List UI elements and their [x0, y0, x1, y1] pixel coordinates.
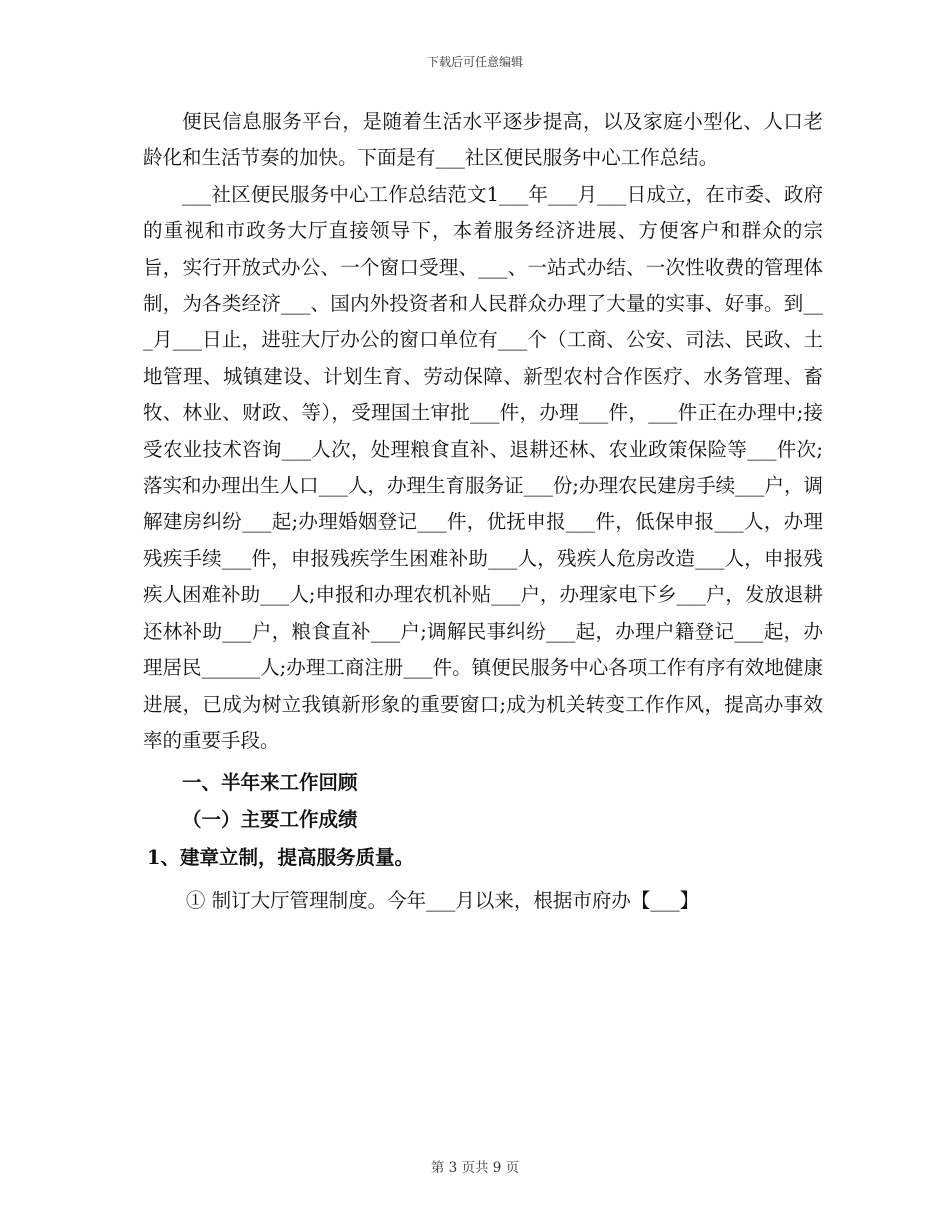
document-body	[143, 104, 823, 919]
item-heading: 1、建章立制，提高服务质量。	[146, 846, 414, 870]
item-paragraph: ① 制订大厅管理制度。今年___月以来，根据市府办【___】	[185, 888, 700, 912]
page-number: 第 3 页共 9 页	[430, 1160, 520, 1176]
page-header-note: 下载后可任意编辑	[426, 55, 523, 69]
summary-paragraph: ___社区便民服务中心工作总结范文1___年___月___日成立，在市委、政府的重视和市政务大厅直接领导下，本着服务经济进展、方便客户和群众的宗旨，实行开放式办公、一个窗口受理、___、一站式办结、一次性收费的管理体制，为各类经济___、国内外投资者和人民群众办理了大量的实事、好事。到___月___日止，进驻大厅办公的窗口单位有___个（工商、公安、司法、民政、土地管理、城镇建设、计划生育、劳动保障、新型农村合作医疗、水务管理、畜牧、林业、财政、等），受理国土审批___件，办理___件，___件正在办理中;接受农业技术咨询___人次，处理粮食直补、退耕还林、农业政策保险等___件次;落实和办理出生人口___人，办理生育服务证___份;办理农民建房手续___户，调解建房纠纷___起;办理婚姻登记___件，优抚申报___件，低保申报___人，办理残疾手续___件，申报残疾学生困难补助___人，残疾人危房改造___人，申报残疾人困难补助___人;申报和办理农机补贴___户，办理家电下乡___户，发放退耕还林补助___户，粮食直补___户;调解民事纠纷___起，办理户籍登记___起，办理居民______人;办理工商注册___件。镇便民服务中心各项工作有序有效地健康进展，已成为树立我镇新形象的重要窗口;成为机关转变工作作风，提高办事效率的重要手段。	[143, 182, 823, 752]
intro-paragraph: 便民信息服务平台，是随着生活水平逐步提高，以及家庭小型化、人口老龄化和生活节奏的加快。下面是有___社区便民服务中心工作总结。	[143, 110, 823, 170]
subsection-heading: （一）主要工作成绩	[182, 807, 358, 831]
section-heading: 一、半年来工作回顾	[182, 771, 358, 795]
